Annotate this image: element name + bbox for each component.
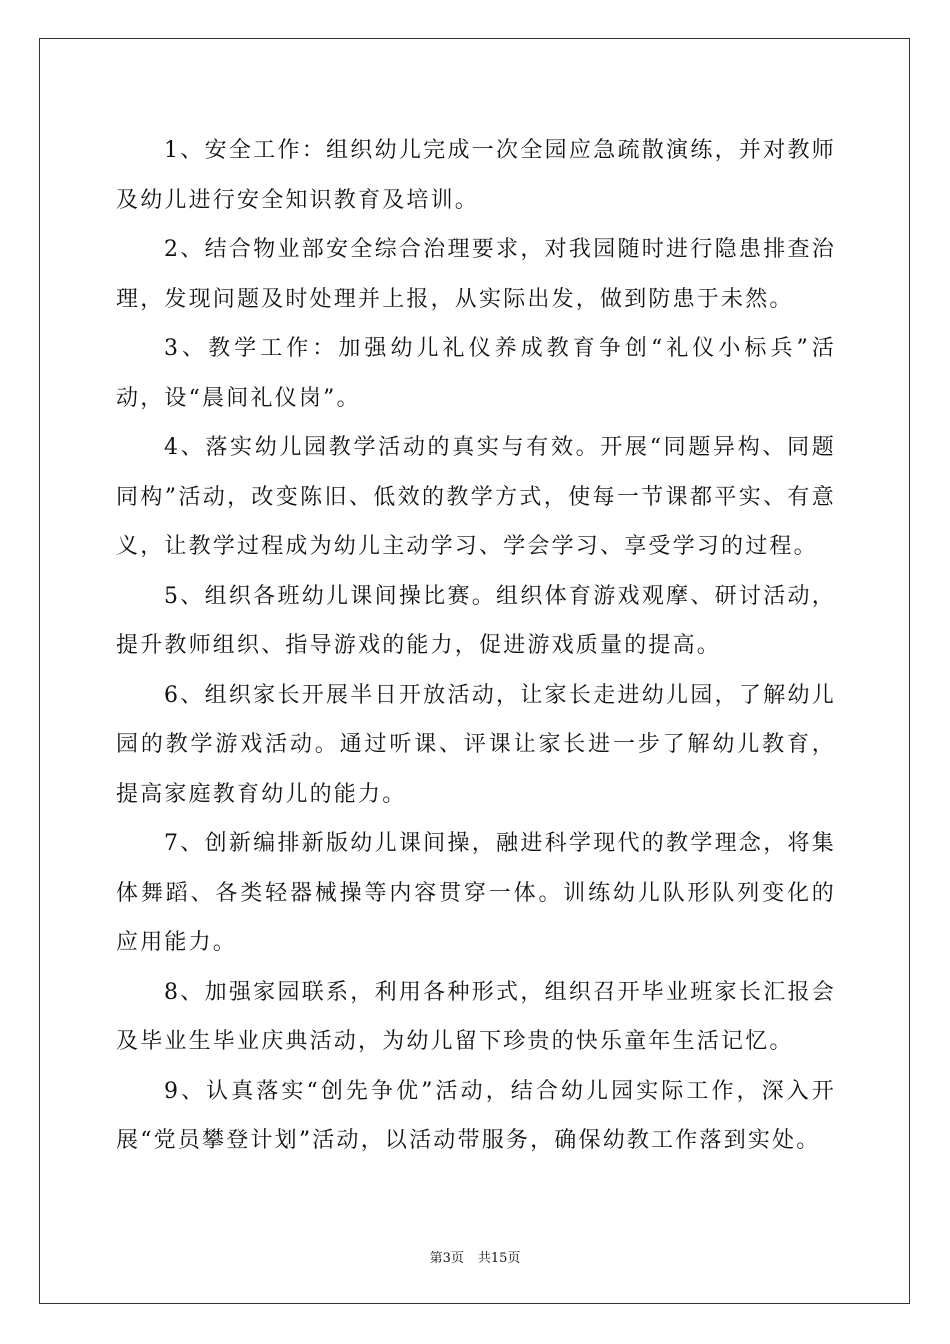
paragraph-4: 4、落实幼儿园教学活动的真实与有效。开展“同题异构、同题同构”活动，改变陈旧、低效的教学方式，使每一节课都平实、有意义，让教学过程成为幼儿主动学习、学会学习、享受学习的过程。 bbox=[116, 435, 836, 559]
page-footer bbox=[0, 1247, 950, 1266]
paragraph-3: 3、教学工作：加强幼儿礼仪养成教育争创“礼仪小标兵”活动，设“晨间礼仪岗”。 bbox=[116, 336, 836, 411]
page-number-current: 第3页 bbox=[429, 1251, 464, 1266]
paragraph-7: 7、创新编排新版幼儿课间操，融进科学现代的教学理念，将集体舞蹈、各类轻器械操等内容贯穿一体。训练幼儿队形队列变化的应用能力。 bbox=[116, 831, 836, 955]
paragraph-2: 2、结合物业部安全综合治理要求，对我园随时进行隐患排查治理，发现问题及时处理并上报，从实际出发，做到防患于未然。 bbox=[116, 237, 836, 312]
paragraph-9: 9、认真落实“创先争优”活动，结合幼儿园实际工作，深入开展“党员攀登计划”活动，以活动带服务，确保幼教工作落到实处。 bbox=[116, 1078, 836, 1153]
paragraph-8: 8、加强家园联系，利用各种形式，组织召开毕业班家长汇报会及毕业生毕业庆典活动，为幼儿留下珍贵的快乐童年生活记忆。 bbox=[116, 979, 836, 1054]
document-body bbox=[116, 126, 836, 1166]
page-number-total: 共15页 bbox=[477, 1251, 521, 1266]
paragraph-1: 1、安全工作：组织幼儿完成一次全园应急疏散演练，并对教师及幼儿进行安全知识教育及培训。 bbox=[116, 138, 836, 213]
paragraph-6: 6、组织家长开展半日开放活动，让家长走进幼儿园，了解幼儿园的教学游戏活动。通过听课、评课让家长进一步了解幼儿教育，提高家庭教育幼儿的能力。 bbox=[116, 682, 836, 807]
paragraph-5: 5、组织各班幼儿课间操比赛。组织体育游戏观摩、研讨活动，提升教师组织、指导游戏的能力，促进游戏质量的提高。 bbox=[116, 583, 836, 658]
